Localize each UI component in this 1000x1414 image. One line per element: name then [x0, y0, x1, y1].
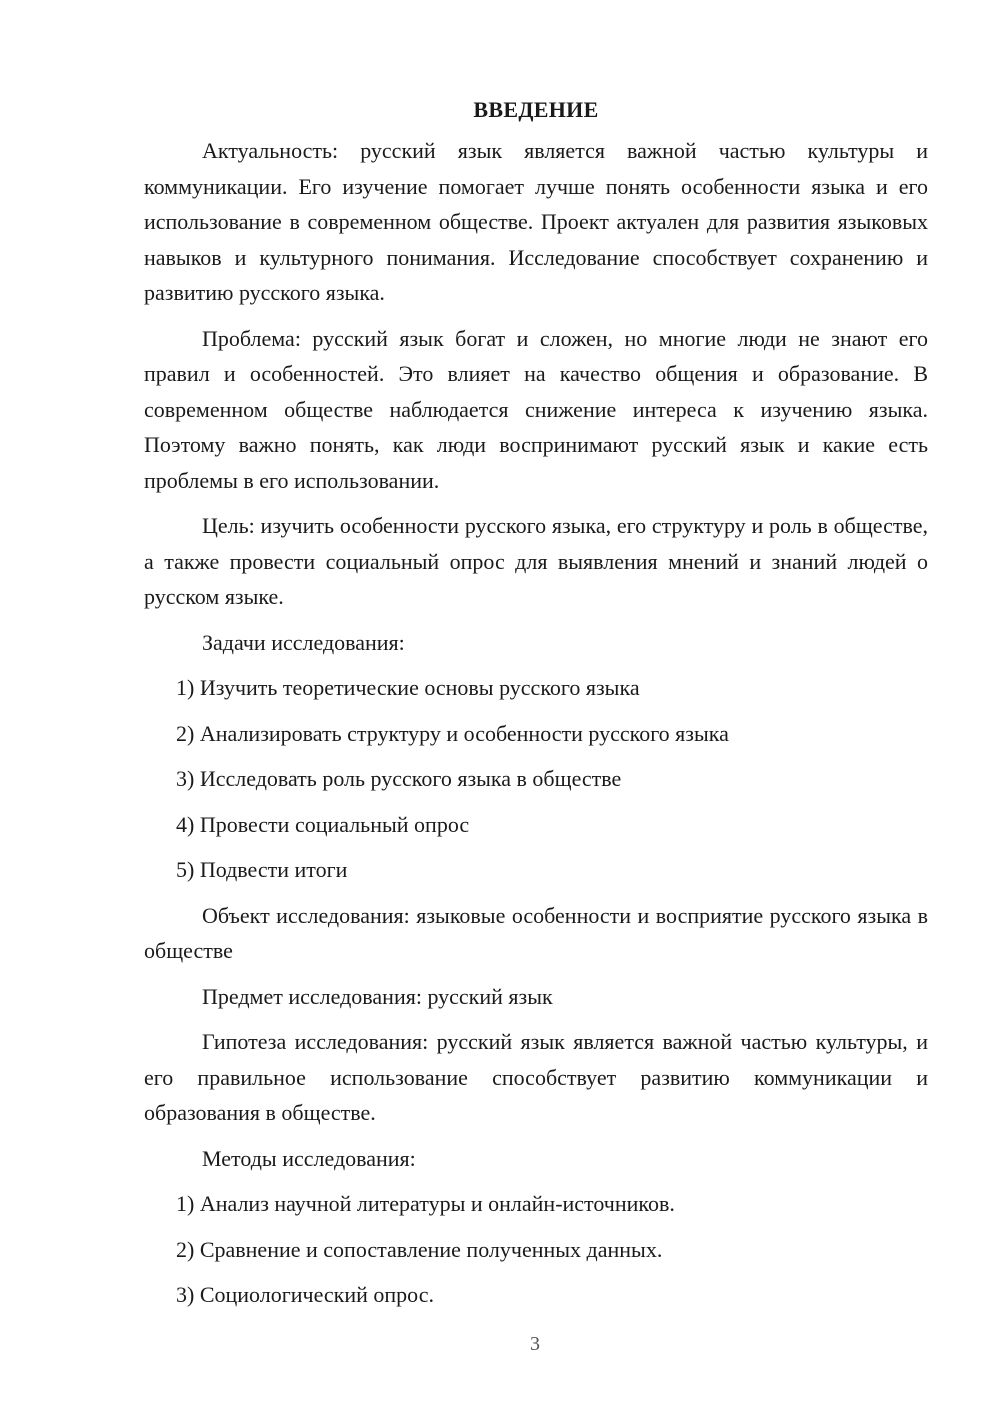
paragraph-subject: Предмет исследования: русский язык [202, 983, 553, 1009]
list-item: 5) Подвести итоги [176, 857, 348, 882]
paragraph-object: Объект исследования: языковые особенности и восприятие русского языка в обществе [144, 902, 928, 963]
list-item: 3) Исследовать роль русского языка в обществе [176, 766, 622, 791]
list-item: 2) Сравнение и сопоставление полученных данных. [176, 1236, 663, 1262]
paragraph-problem: Проблема: русский язык богат и сложен, но многие люди не знают его правил и особенностей. Это влияет на качество общения и образование. В современном обществе наблюдается снижение интереса к изучению языка. Поэтому важно понять, как люди воспринимают русский язык и какие есть проблемы в его использовании. [144, 325, 928, 493]
list-item: 1) Изучить теоретические основы русского языка [176, 675, 640, 700]
paragraph-methods-heading: Методы исследования: [202, 1145, 416, 1171]
methods-list [144, 1186, 928, 1313]
list-item: 1) Анализ научной литературы и онлайн-источников. [176, 1191, 675, 1216]
list-item: 2) Анализировать структуру и особенности русского языка [176, 720, 729, 746]
list-item: 3) Социологический опрос. [176, 1282, 434, 1307]
section-title: ВВЕДЕНИЕ [473, 97, 599, 122]
tasks-list [144, 670, 928, 888]
paragraph-tasks-heading: Задачи исследования: [202, 629, 405, 655]
page-number: 3 [530, 1333, 540, 1355]
paragraph-relevance: Актуальность: русский язык является важной частью культуры и коммуникации. Его изучение помогает лучше понять особенности языка и его использование в современном обществе. Проект актуален для развития языковых навыков и культурного понимания. Исследование способствует сохранению и развитию русского языка. [144, 138, 928, 305]
document-page [144, 92, 928, 1323]
list-item: 4) Провести социальный опрос [176, 811, 470, 837]
paragraph-hypothesis: Гипотеза исследования: русский язык является важной частью культуры, и его правильное использование способствует развитию коммуникации и образования в обществе. [144, 1029, 928, 1125]
paragraph-goal: Цель: изучить особенности русского языка, его структуру и роль в обществе, а также провести социальный опрос для выявления мнений и знаний людей о русском языке. [144, 513, 928, 609]
